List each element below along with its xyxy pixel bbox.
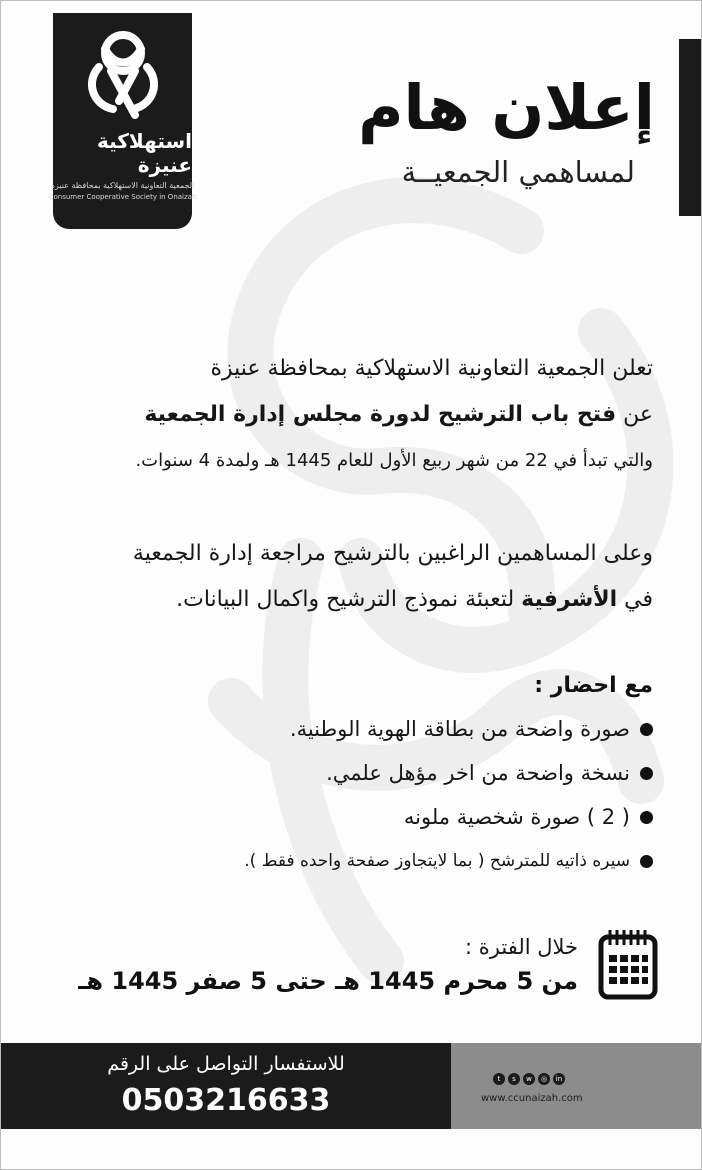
calendar-icon <box>598 927 658 1001</box>
list-item <box>33 795 653 839</box>
requirements-list <box>33 707 653 883</box>
bullet-icon <box>640 855 653 868</box>
instructions-line-2-suffix: لتعبئة نموذج الترشيح واكمال البيانات. <box>176 587 522 612</box>
bullet-icon <box>640 767 653 780</box>
social-icons <box>493 1073 565 1085</box>
instructions-paragraph <box>43 531 653 623</box>
bullet-icon <box>640 811 653 824</box>
page-title: إعلان هام <box>358 71 655 144</box>
instagram-icon[interactable]: ◎ <box>538 1073 550 1085</box>
requirement-text: ( 2 ) صورة شخصية ملونه <box>403 805 630 829</box>
list-item <box>33 707 653 751</box>
requirement-text: سيره ذاتيه للمترشح ( بما لايتجاوز صفحة واحده فقط ). <box>244 851 630 871</box>
logo-subtitle-arabic: الجمعية التعاونية الاستهلاكية بمحافظة عنيزة <box>50 181 195 190</box>
instructions-line-1: وعلى المساهمين الراغبين بالترشيح مراجعة إدارة الجمعية <box>132 541 653 566</box>
list-item <box>33 839 653 883</box>
linkedin-icon[interactable]: in <box>553 1073 565 1085</box>
footer-web-panel <box>451 1043 701 1129</box>
bullet-icon <box>640 723 653 736</box>
instructions-line-2-prefix: في <box>617 587 653 612</box>
instructions-line-2 <box>43 577 653 623</box>
knot-logo-icon <box>75 27 171 127</box>
requirement-text: نسخة واضحة من اخر مؤهل علمي. <box>326 761 630 785</box>
period-dates: من 5 محرم 1445 هـ حتى 5 صفر 1445 هـ <box>78 967 578 995</box>
period-label: خلال الفترة : <box>465 935 578 959</box>
announcement-highlight: فتح باب الترشيح لدورة مجلس إدارة الجمعية <box>144 402 617 427</box>
announcement-paragraph <box>43 346 653 484</box>
logo-name-english: Consumer Cooperative Society in Onaizah <box>48 193 197 201</box>
list-item <box>33 751 653 795</box>
logo-name-arabic: استهلاكية عنيزة <box>97 129 192 177</box>
page-subtitle: لمساهمي الجمعيــة <box>401 155 635 189</box>
announcement-line-1: تعلن الجمعية التعاونية الاستهلاكية بمحافظة عنيزة <box>210 356 653 381</box>
website-link[interactable]: www.ccunaizah.com <box>481 1093 583 1104</box>
announcement-line-2-prefix: عن <box>616 402 653 427</box>
footer <box>1 1043 701 1129</box>
announcement-line-3: والتي تبدأ في 22 من شهر ربيع الأول للعام 1445 هـ ولمدة 4 سنوات. <box>135 450 653 471</box>
whatsapp-icon[interactable]: w <box>523 1073 535 1085</box>
phone-number[interactable]: 0503216633 <box>121 1083 331 1118</box>
location-highlight: الأشرفية <box>521 587 618 612</box>
requirement-text: صورة واضحة من بطاقة الهوية الوطنية. <box>289 717 630 741</box>
header-accent-bar <box>679 39 701 216</box>
contact-label: للاستفسار التواصل على الرقم <box>107 1053 345 1075</box>
footer-contact-panel <box>1 1043 451 1129</box>
snapchat-icon[interactable]: s <box>508 1073 520 1085</box>
society-logo <box>48 13 197 229</box>
announcement-line-2 <box>43 392 653 438</box>
requirements-title: مع احضار : <box>534 673 653 698</box>
twitter-icon[interactable]: t <box>493 1073 505 1085</box>
